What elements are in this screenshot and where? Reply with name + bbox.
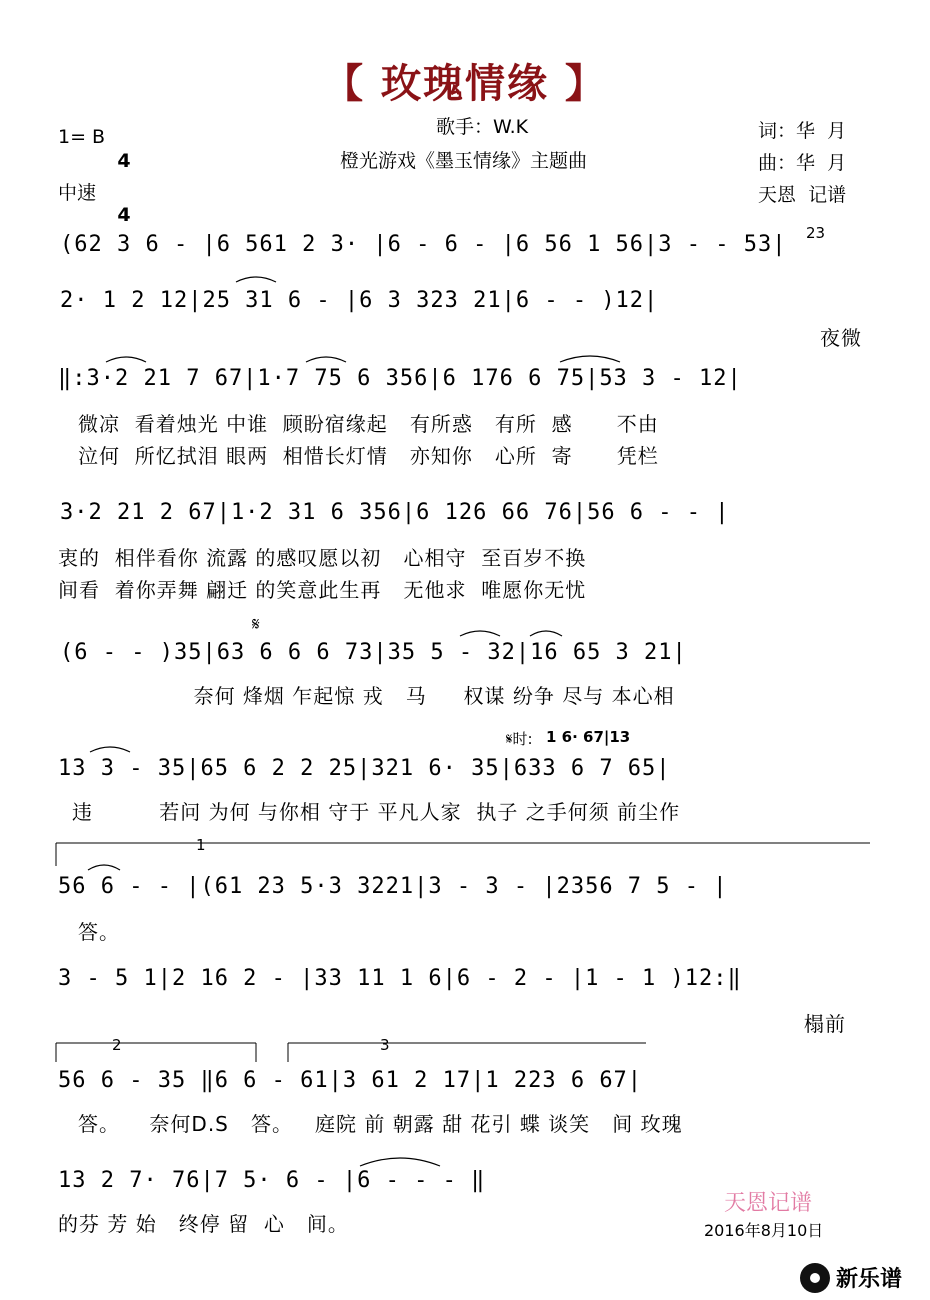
score-line-3-lyric-verse-1: 微凉 看着烛光 中谁 顾盼宿缘起 有所惑 有所 感 不由 [78,412,659,436]
score-line-3-notes: ‖:3·2 21 7 67|1·7 75 6 356|6 176 6 75|53 3 - 12| [58,366,742,391]
tie-slur [560,356,620,362]
score-line-10-notes: 13 2 7· 76|7 5· 6 - |6 - - - ‖ [58,1168,486,1193]
segno-time-notes: 1 6· 67|13 [546,728,631,746]
tie-slur [530,631,562,636]
tie-slur [306,357,346,362]
tie-slur [106,357,146,362]
site-logo[interactable] [800,1262,902,1293]
segno-time-label: 𝄋时: [506,730,533,748]
tie-slur [88,865,120,870]
score-line-1-notes: (62 3 6 - |6 561 2 3· |6 - 6 - |6 56 1 56|3 - - 53| [60,232,787,257]
tie-slur [90,747,130,752]
score-line-4-lyric-verse-1: 衷的 相伴看你 流露 的感叹愿以初 心相守 至百岁不换 [58,546,587,570]
tempo-marking: 中速 [58,182,97,204]
score-line-9-notes: 56 6 - 35 ‖6 6 - 61|3 61 2 17|1 223 6 67| [58,1068,643,1093]
volta-1-label: 1 [196,836,206,854]
score-line-8-notes: 3 - 5 1|2 16 2 - |33 11 1 6|6 - 2 - |1 - 1 )12:‖ [58,966,742,991]
time-signature-bottom: 4 [117,204,131,226]
transcriber-credit: 天恩 记谱 [758,184,847,206]
segno-sign: 𝄋 [252,614,260,635]
score-line-4-notes: 3·2 21 2 67|1·2 31 6 356|6 126 66 76|56 6 - - | [60,500,730,525]
transcriber-stamp: 天恩记谱 [724,1191,813,1216]
score-line-10-lyric: 的芬 芳 始 终停 留 心 间。 [58,1212,349,1236]
score-line-2-notes: 2· 1 2 12|25 31 6 - |6 3 323 21|6 - - )12| [60,288,659,313]
score-line-4-lyric-verse-2: 间看 着你弄舞 翩迁 的笑意此生再 无他求 唯愿你无忧 [58,578,587,602]
key-signature: 1= B [58,126,106,148]
record-disc-icon [800,1263,830,1293]
score-line-2-pickup-lyric: 夜微 [820,326,862,350]
grace-note: 23 [806,224,826,242]
score-line-7-lyric: 答。 [78,920,120,944]
tie-slur [460,631,500,636]
score-line-5-notes: (6 - - )35|63 6 6 6 73|35 5 - 32|16 65 3 21| [60,640,687,665]
volta-2-label: 2 [112,1036,122,1054]
singer-credit: 歌手：W.K [436,116,529,138]
subtitle: 橙光游戏《墨玉情缘》主题曲 [340,150,588,172]
transcription-date: 2016年8月10日 [704,1221,824,1240]
volta-3-label: 3 [380,1036,390,1054]
score-line-6-lyric: 违 若问 为何 与你相 守于 平凡人家 执子 之手何须 前尘作 [72,800,681,824]
score-line-5-lyric: 奈何 烽烟 乍起惊 戎 马 权谋 纷争 尽与 本心相 [120,684,675,708]
score-line-8-pickup-lyric: 榻前 [804,1012,846,1036]
score-line-3-lyric-verse-2: 泣何 所忆拭泪 眼两 相惜长灯情 亦知你 心所 寄 凭栏 [78,444,659,468]
score-line-6-notes: 13 3 - 35|65 6 2 2 25|321 6· 35|633 6 7 65| [58,756,671,781]
song-title: 【 玫瑰情缘 】 [323,61,607,107]
composer-credit: 曲：华 月 [758,152,847,174]
score-line-7-notes: 56 6 - - |(61 23 5·3 3221|3 - 3 - |2356 7 5 - | [58,874,728,899]
tie-slur [360,1158,440,1166]
site-logo-text: 新乐谱 [836,1267,903,1292]
score-line-9-lyric: 答。 奈何D.S 答。 庭院 前 朝露 甜 花引 蝶 谈笑 间 玫瑰 [78,1112,683,1136]
time-signature-top: 4 [117,150,131,172]
lyricist-credit: 词：华 月 [758,120,847,142]
tie-slur [236,277,276,282]
